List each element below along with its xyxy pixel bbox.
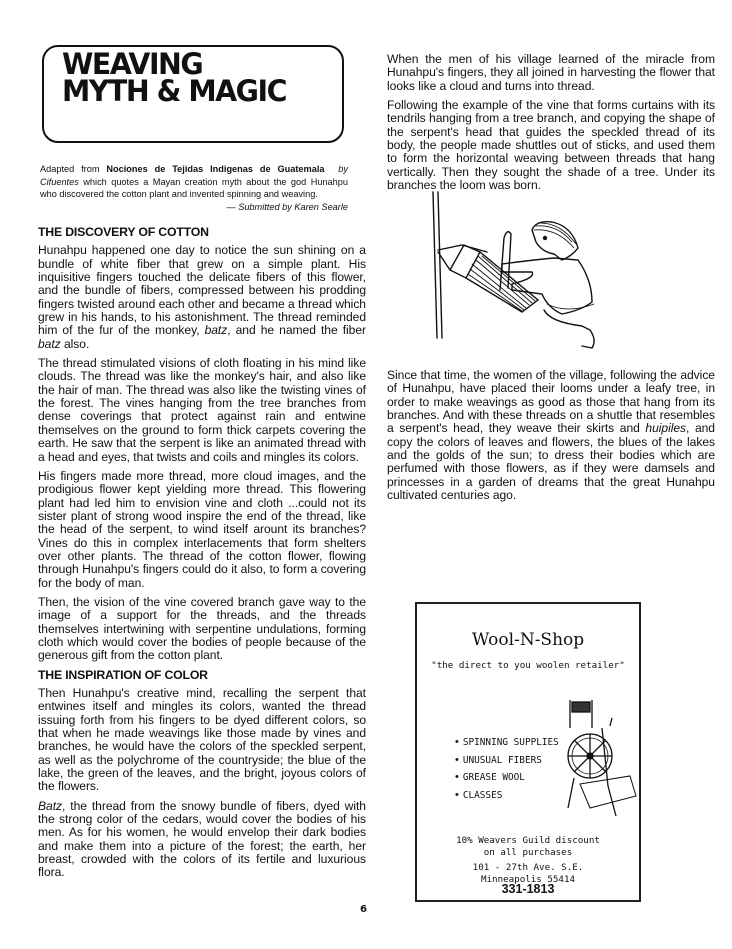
- list-item: • SPINNING SUPPLIES: [455, 736, 559, 754]
- paragraph: Then, the vision of the vine covered branch gave way to the image of a support for the threads, and the threads themselves intertwining with serpentine undulations, forming cloth which would cover the bodies of people because of the generous gift from the cotton plant.: [38, 594, 366, 663]
- ad-discount: 10% Weavers Guild discount: [456, 835, 600, 846]
- paragraph: Following the example of the vine that forms curtains with its tendrils hanging from a tree branch, and copying the shape of the serpent's head that guides the speckled thread of its body, the people made shuttles out of sticks, and used them to form the horizontal weaving between threads that hang vertically. Then they sought the shade of a tree. Under its branches the loom was born.: [387, 98, 715, 193]
- ad-address-city: Minneapolis 55414: [480, 873, 576, 885]
- emphasis: Batz: [38, 798, 62, 813]
- emphasis: batz: [204, 323, 228, 338]
- text: Since that time, the women of the village, following the advice of Hunahpu, have placed their looms under a leafy tree, in order to make weavings as good as those that hang from its branches. And with these threads on a shuttle that resembles a serpent's head, they weave their skirts and: [387, 368, 715, 436]
- wool-n-shop-ad: [415, 602, 641, 902]
- heading-inspiration-of-color: THE INSPIRATION OF COLOR: [38, 667, 208, 682]
- source-author: by Cifuentes: [40, 164, 348, 187]
- source-title: Nociones de Tejidas Indigenas de Guatemala: [106, 164, 325, 174]
- title-line-2: MYTH & MAGIC: [62, 74, 287, 108]
- paragraph: His fingers made more thread, more cloud images, and the prodigious flower kept yielding more thread. This flowering plant had led him to envision vine and cloth ...could not its sister plant of strong wood inspire the end of the thread, like the head of the serpent, to wind itself arount its branches? Vines do this in complex interlacements that form shelters over other plants. The thread of the cotton flower, flowing through Hunahpu's fingers could do it also, to form a covering for the body of man.: [38, 468, 366, 590]
- left-column: [38, 226, 366, 886]
- submitted-by: — Submitted by Karen Searle: [226, 202, 348, 213]
- heading-discovery-of-cotton: THE DISCOVERY OF COTTON: [38, 225, 209, 239]
- list-item: • CLASSES: [455, 789, 559, 807]
- ad-details: [417, 835, 639, 885]
- text: , and he named the fiber: [227, 323, 366, 338]
- right-column-lower: [387, 369, 715, 508]
- title-box: [42, 45, 344, 143]
- spinning-wheel-icon: [560, 698, 640, 818]
- paragraph: [387, 369, 715, 502]
- right-column-top: [387, 53, 715, 198]
- ad-address-street: 101 - 27th Ave. S.E.: [472, 862, 584, 873]
- paragraph: [38, 800, 366, 880]
- intro-prefix: Adapted from: [40, 164, 107, 174]
- text: also.: [60, 336, 90, 351]
- page-number: 6: [360, 904, 367, 915]
- text: , and copy the colors of leaves and flowers, the blues of the lakes and the golds of the sun; to dress their bodies which are perfumed with those flowers, as if they were damsels and princesses in a garden of dreams that the great Hunahpu cultivated centuries ago.: [387, 421, 715, 503]
- ad-tagline: "the direct to you woolen retailer": [431, 660, 625, 671]
- list-item: • UNUSUAL FIBERS: [455, 754, 559, 772]
- ad-phone-number: 331-1813: [501, 882, 555, 896]
- intro-attribution: [40, 163, 348, 214]
- title-line-1: WEAVING: [62, 47, 203, 81]
- paragraph: [38, 244, 366, 351]
- emphasis: huipiles: [645, 421, 687, 436]
- text: Hunahpu happened one day to notice the sun shining on a bundle of white fiber that grew on a simple plant. His inquisitive fingers touched the delicate fibers of this flower, and the bundle of fibers, compressed between his prodding fingers twisted around each other and became a thread which grew in his hands, to his astonishment. The thread reminded him of the fur of the monkey,: [38, 243, 366, 338]
- intro-body: which quotes a Mayan creation myth about the god Hunahpu who discovered the cotton plant and invented spinning and weaving.: [40, 176, 348, 200]
- ad-shop-name: Wool-N-Shop: [471, 630, 585, 650]
- text: , the thread from the snowy bundle of fibers, dyed with the strong color of the cedars, would cover the bodies of his men. As for his women, he would envelop their dark bodies and make them into a picture of the forest; the earth, her breast, crowded with the colors of its fertile and luxurious flora.: [38, 798, 366, 880]
- backstrap-loom-weaver-icon: [432, 190, 612, 360]
- paragraph: When the men of his village learned of the miracle from Hunahpu's fingers, they all joined in harvesting the flower that looks like a cloud and turns into thread.: [387, 52, 715, 93]
- emphasis: batz: [38, 336, 61, 351]
- ad-services-list: [455, 736, 559, 806]
- list-item: • GREASE WOOL: [455, 771, 559, 789]
- paragraph: Then Hunahpu's creative mind, recalling the serpent that entwines itself and mingles its colors, wanted the thread issuing forth from his fingers to be dyed different colors, so that when he made weavings like those made by vines and branches, he would have the colors of the speckled serpent, as well as the polychrome of the countryside; the blue of the lake, the green of the leaves, and the bright, joyous colors of the flowers.: [38, 686, 366, 794]
- ad-discount-sub: on all purchases: [483, 846, 573, 858]
- paragraph: The thread stimulated visions of cloth floating in his mind like clouds. The thread was like the monkey's hair, and also like the hair of man. The thread was also like the twisting vines of the forest. The vines hanging from the tree branches from dense coverings that protect against rain and entwine themselves on the ground to form thick carpets covering the earth. He saw that the serpent is like an animated thread with a head and eyes, that twists and coils and mingles its colors.: [38, 356, 366, 464]
- page-title: [62, 47, 287, 108]
